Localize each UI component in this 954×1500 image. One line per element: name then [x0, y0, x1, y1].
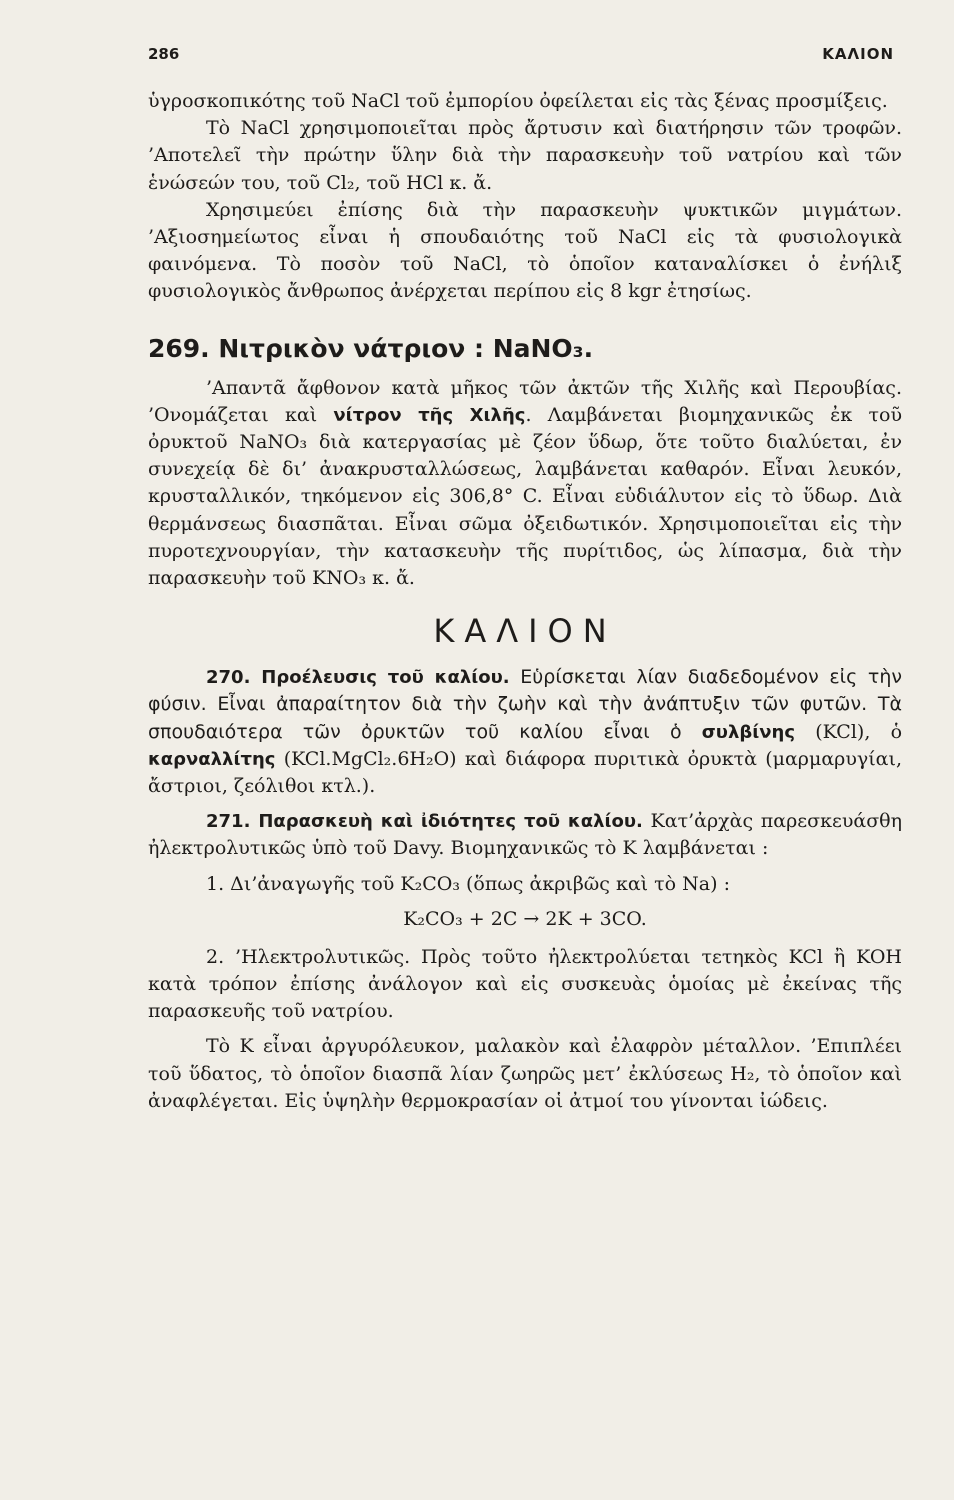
paragraph-potassium-properties: Τὸ Κ εἶναι ἀργυρόλευκον, μαλακὸν καὶ ἐλαφρὸν μέταλλον. ’Επιπλέει τοῦ ὕδατος, τὸ ὁποῖον διασπᾶ λίαν ζωηρῶς μετ’ ἐκλύσεως H₂, τὸ ὁποῖον καὶ ἀναφλέγεται. Εἰς ὑψηλὴν θερμοκρασίαν οἱ ἀτμοί του γίνονται ἰώδεις.: [148, 1035, 902, 1112]
page-body: [148, 88, 902, 1115]
paragraph-potassium-origin: [148, 664, 902, 800]
chemical-equation: K₂CO₃ + 2C → 2K + 3CO.: [403, 907, 647, 930]
list-item-electrolysis: 2. ’Ηλεκτρολυτικῶς. Πρὸς τοῦτο ἠλεκτρολύεται τετηκὸς KCl ἢ KOH κατὰ τρόπον ἐπίσης ἀνάλογον καὶ εἰς συσκευὰς ὁμοίας μὲ ἐκείνας τῆς παρασκευῆς τοῦ νατρίου.: [148, 945, 902, 1023]
text-run: Κατ’ἀρχὰς παρεσκευάσθη ἠλεκτρολυτικῶς ὑπὸ τοῦ Davy. Βιομηχανικῶς τὸ Κ λαμβάνεται :: [148, 810, 902, 860]
paragraph-nacl-physiology: Χρησιμεύει ἐπίσης διὰ τὴν παρασκευὴν ψυκτικῶν μιγμάτων. ’Αξιοσημείωτος εἶναι ἡ σπουδαιότης τοῦ NaCl εἰς τὰ φυσιολογικὰ φαινόμενα. Τὸ ποσὸν τοῦ NaCl, τὸ ὁποῖον καταναλίσκει ὁ ἐνήλιξ φυσιολογικὸς ἄνθρωπος ἀνέρχεται περίπου εἰς 8 kgr ἐτησίως.: [148, 198, 902, 303]
section-271-heading: 271. Παρασκευὴ καὶ ἰδιότητες τοῦ καλίου.: [206, 811, 643, 833]
page-number: 286: [148, 45, 180, 63]
section-270-heading: 270. Προέλευσις τοῦ καλίου.: [206, 667, 510, 689]
page-header: [148, 45, 894, 75]
section-269-heading: 269. Νιτρικὸν νάτριον : NaNO₃.: [148, 333, 594, 363]
paragraph-sodium-nitrate: [148, 375, 902, 593]
mineral-sylvite: συλβίνης: [701, 721, 795, 743]
text-run: Εὑρίσκεται λίαν διαδεδομένον εἰς τὴν φύσιν. Εἶναι ἀπαραίτητον διὰ τὴν ζωὴν καὶ τὴν ἀνάπτυξιν τῶν φυτῶν. Τὰ σπουδαιότερα τῶν ὀρυκτῶν τοῦ καλίου εἶναι ὁ: [148, 666, 902, 743]
chapter-title: ΚΑΛΙΟΝ: [433, 612, 617, 651]
bold-term-chile-saltpeter: νίτρον τῆς Χιλῆς: [333, 404, 526, 426]
paragraph-potassium-preparation: [148, 808, 902, 862]
running-title: ΚΑΛΙΟΝ: [822, 45, 894, 63]
text-run: (KCl), ὁ: [795, 720, 903, 743]
text-run: (KCl.MgCl₂.6H₂O) καὶ διάφορα πυριτικὰ ὀρυκτὰ (μαρμαρυγίαι, ἄστριοι, ζεόλιθοι κτλ.).: [148, 747, 902, 798]
list-item-reduction: 1. Δι’ἀναγωγῆς τοῦ K₂CO₃ (ὅπως ἀκριβῶς καὶ τὸ Na) :: [206, 872, 730, 895]
paragraph-nacl-uses: Τὸ NaCl χρησιμοποιεῖται πρὸς ἄρτυσιν καὶ διατήρησιν τῶν τροφῶν. ’Αποτελεῖ τὴν πρώτην ὕλην διὰ τὴν παρασκευὴν τοῦ νατρίου καὶ τῶν ἑνώσεών του, τοῦ Cl₂, τοῦ HCl κ. ἄ.: [148, 117, 902, 194]
text-run: . Λαμβάνεται βιομηχανικῶς ἐκ τοῦ ὀρυκτοῦ NaNO₃ διὰ κατεργασίας μὲ ζέον ὕδωρ, ὅτε τοῦτο διαλύεται, ἐν συνεχείᾳ δὲ δι’ ἀνακρυσταλλώσεως, λαμβάνεται καθαρόν. Εἶναι λευκόν, κρυσταλλικόν, τηκόμενον εἰς 306,8° C. Εἶναι εὐδιάλυτον εἰς τὸ ὕδωρ. Διὰ θερμάνσεως διασπᾶται. Εἶναι σῶμα ὀξειδωτικόν. Χρησιμοποιεῖται εἰς τὴν πυροτεχνουργίαν, τὴν κατασκευὴν τῆς πυρίτιδος, ὡς λίπασμα, διὰ τὴν παρασκευὴν τοῦ KNO₃ κ. ἄ.: [148, 403, 902, 590]
mineral-carnallite: καρναλλίτης: [148, 748, 276, 770]
text-run: ’Απαντᾶ ἄφθονον κατὰ μῆκος τῶν ἀκτῶν τῆς Χιλῆς καὶ Περουβίας. ’Ονομάζεται καὶ: [148, 376, 902, 426]
paragraph-hygroscopy: ὑγροσκοπικότης τοῦ NaCl τοῦ ἐμπορίου ὀφείλεται εἰς τὰς ξένας προσμίξεις.: [148, 90, 888, 112]
